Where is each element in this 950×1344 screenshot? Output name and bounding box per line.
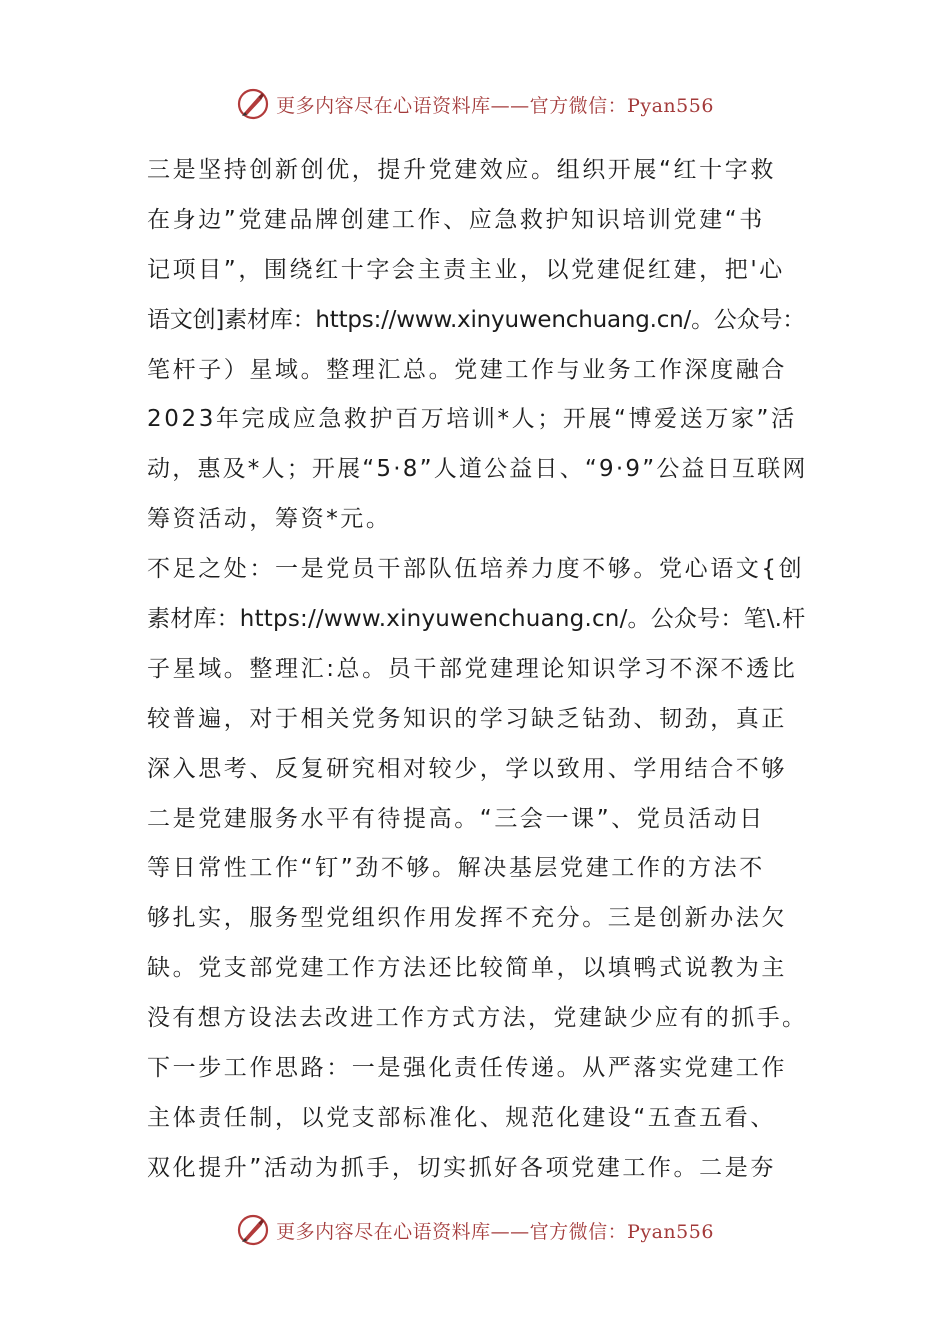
text-line: 双化提升”活动为抓手，切实抓好各项党建工作。二是夯 (147, 1154, 776, 1181)
text-line: 不足之处：一是党员干部队伍培养力度不够。党心语文{创 (147, 556, 805, 583)
text-line: 够扎实，服务型党组织作用发挥不充分。三是创新办法欠 (147, 905, 787, 932)
text-line: 三是坚持创新创优，提升党建效应。组织开展“红十字救 (147, 157, 776, 183)
text-line: 记项目”，围绕红十字会主责主业，以党建促红建，把'心 (147, 256, 785, 283)
document-body (147, 146, 807, 1194)
text-line: 主体责任制，以党支部标准化、规范化建设“五查五看、 (147, 1104, 776, 1131)
pen-logo-icon (236, 87, 270, 121)
text-line: 素材库：https://www.xinyuwenchuang.cn/。公众号：笔\.杆 (147, 606, 806, 633)
text-line: 子星域。整理汇:总。员干部党建理论知识学习不深不透比 (147, 655, 798, 682)
text-line: 等日常性工作“钉”劲不够。解决基层党建工作的方法不 (147, 855, 765, 882)
header-watermark-text: 更多内容尽在心语资料库——官方微信：Pyan556 (276, 94, 714, 117)
pen-logo-icon (236, 1213, 270, 1247)
text-line: 动，惠及*人；开展“5·8”人道公益日、“9·9”公益日互联网 (147, 456, 808, 483)
text-line: 二是党建服务水平有待提高。“三会一课”、党员活动日 (147, 805, 765, 832)
text-line: 下一步工作思路：一是强化责任传递。从严落实党建工作 (147, 1055, 787, 1082)
text-line: 深入思考、反复研究相对较少，学以致用、学用结合不够 (147, 755, 787, 782)
footer-watermark (0, 1210, 950, 1250)
text-line: 较普遍，对于相关党务知识的学习缺乏钻劲、韧劲，真正 (147, 705, 787, 732)
text-line: 笔杆子）星域。整理汇总。党建工作与业务工作深度融合 (147, 356, 787, 383)
text-line: 语文创]素材库：https://www.xinyuwenchuang.cn/。公众号： (147, 306, 806, 333)
text-line: 筹资活动，筹资*元。 (147, 506, 392, 533)
header-watermark (0, 84, 950, 124)
text-line: 在身边”党建品牌创建工作、应急救护知识培训党建“书 (147, 206, 765, 233)
footer-watermark-text: 更多内容尽在心语资料库——官方微信：Pyan556 (276, 1220, 714, 1243)
text-line: 缺。党支部党建工作方法还比较简单，以填鸭式说教为主 (147, 955, 787, 982)
text-line: 没有想方设法去改进工作方式方法，党建缺少应有的抓手。 (147, 1005, 808, 1032)
text-line: 2023年完成应急救护百万培训*人；开展“博爱送万家”活 (147, 406, 797, 433)
